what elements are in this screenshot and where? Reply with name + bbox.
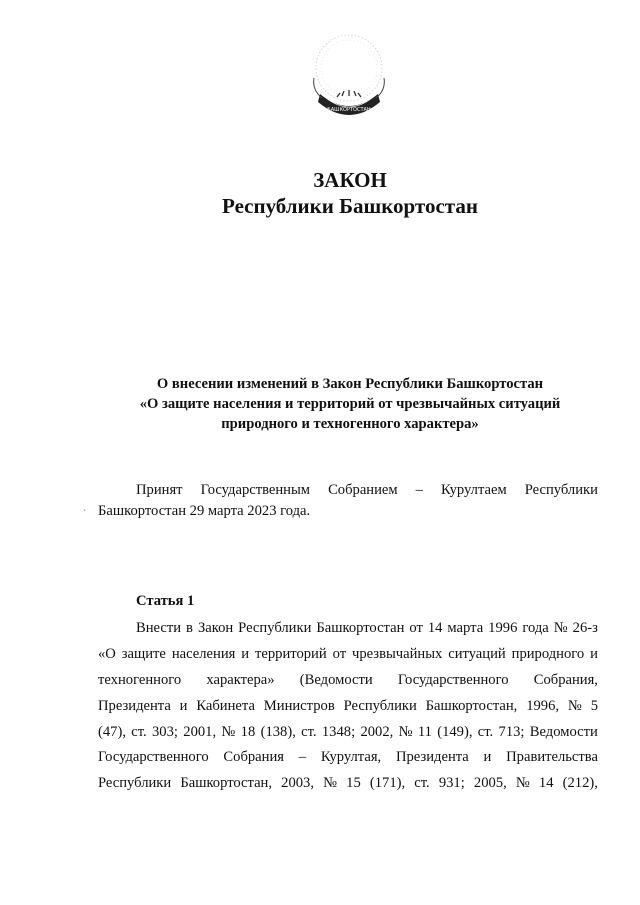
word: Собранием bbox=[328, 482, 398, 498]
word: и bbox=[241, 645, 250, 662]
word: Государственным bbox=[200, 482, 311, 498]
word: и bbox=[590, 645, 598, 662]
word: 2002, bbox=[360, 723, 394, 740]
word: (138), bbox=[260, 723, 296, 740]
word: характера» bbox=[206, 671, 275, 688]
word: Министров bbox=[263, 697, 335, 714]
word: 14 bbox=[427, 620, 443, 636]
document-title: ЗАКОН bbox=[313, 168, 387, 192]
word: Республики bbox=[343, 697, 417, 714]
word: (171), bbox=[369, 775, 406, 792]
word: 26-з bbox=[572, 620, 598, 636]
word: Закон bbox=[197, 620, 234, 636]
word: Принят bbox=[136, 482, 183, 498]
word: № bbox=[398, 723, 413, 740]
word: населения bbox=[171, 645, 236, 662]
word: ст. bbox=[131, 723, 147, 740]
word: защите bbox=[121, 645, 166, 662]
word: (Ведомости bbox=[299, 671, 373, 688]
svg-text:БАШКОРТОСТАН: БАШКОРТОСТАН bbox=[327, 107, 371, 113]
word: Собрания, bbox=[533, 671, 598, 688]
word: Правительства bbox=[506, 749, 598, 766]
article-body bbox=[98, 616, 598, 797]
republic-emblem-icon bbox=[300, 28, 398, 128]
word: Государственного bbox=[397, 671, 509, 688]
word: и bbox=[179, 697, 188, 714]
word: 2003, bbox=[281, 775, 314, 792]
word: 18 bbox=[240, 723, 256, 740]
word: № bbox=[567, 697, 582, 714]
word: Республики bbox=[238, 620, 312, 636]
word: Республики bbox=[98, 775, 172, 792]
adoption-line: Башкортостан 29 марта 2023 года. bbox=[98, 503, 311, 519]
word: и bbox=[483, 749, 492, 766]
word: в bbox=[186, 620, 193, 636]
word: 713; bbox=[498, 723, 525, 740]
word: № bbox=[515, 775, 530, 792]
word: ст. bbox=[301, 723, 317, 740]
adoption-note bbox=[98, 480, 598, 522]
word: Государственного bbox=[98, 749, 209, 766]
word: «О bbox=[98, 645, 116, 662]
article-line bbox=[98, 668, 598, 694]
word: Башкортостан bbox=[316, 620, 405, 636]
subject-line: «О защите населения и территорий от чрезвычайных ситуаций bbox=[139, 396, 561, 412]
law-subject bbox=[100, 374, 600, 434]
word: Ведомости bbox=[529, 723, 598, 740]
word: Башкортостан, bbox=[180, 775, 273, 792]
word: Башкортостан, bbox=[425, 697, 518, 714]
word: (47), bbox=[98, 723, 126, 740]
article-line bbox=[98, 694, 598, 720]
word: 14 bbox=[538, 775, 554, 792]
word: техногенного bbox=[98, 671, 182, 688]
word: 1996, bbox=[526, 697, 560, 714]
word: ситуаций bbox=[448, 645, 506, 662]
word: 2005, bbox=[473, 775, 507, 792]
word: № bbox=[553, 620, 568, 636]
word: – bbox=[298, 749, 307, 766]
word: Курултая, bbox=[320, 749, 382, 766]
adoption-line bbox=[98, 480, 598, 501]
word: 2001, bbox=[183, 723, 217, 740]
word: Президента bbox=[395, 749, 469, 766]
document-issuer: Республики Башкортостан bbox=[222, 194, 478, 218]
word: – bbox=[415, 482, 423, 498]
margin-mark: ` bbox=[83, 508, 86, 518]
word: Президента bbox=[98, 697, 171, 714]
word: Республики bbox=[524, 482, 598, 498]
word: Собрания bbox=[223, 749, 284, 766]
word: 931; bbox=[438, 775, 465, 792]
word: 1996 bbox=[488, 620, 518, 636]
word: территорий bbox=[255, 645, 327, 662]
article-line bbox=[98, 642, 598, 668]
word: № bbox=[323, 775, 338, 792]
word: природного bbox=[511, 645, 585, 662]
article-line bbox=[98, 616, 598, 642]
word: 11 bbox=[417, 723, 432, 740]
word: ст. bbox=[477, 723, 494, 740]
word: от bbox=[332, 645, 347, 662]
word: Курултаем bbox=[440, 482, 507, 498]
word: чрезвычайных bbox=[352, 645, 443, 662]
word: 303; bbox=[152, 723, 178, 740]
article-line bbox=[98, 745, 598, 771]
word: марта bbox=[447, 620, 484, 636]
word: Внести bbox=[136, 620, 182, 636]
article-line bbox=[98, 720, 598, 746]
word: Кабинета bbox=[196, 697, 255, 714]
subject-line: природного и техногенного характера» bbox=[221, 416, 479, 432]
word: № bbox=[221, 723, 236, 740]
word: (149), bbox=[437, 723, 473, 740]
word: ст. bbox=[414, 775, 430, 792]
word: 15 bbox=[346, 775, 361, 792]
word: года bbox=[522, 620, 549, 636]
article-heading: Статья 1 bbox=[136, 593, 195, 609]
word: 1348; bbox=[321, 723, 356, 740]
word: от bbox=[409, 620, 423, 636]
subject-line: О внесении изменений в Закон Республики Башкортостан bbox=[156, 376, 544, 392]
word: 5 bbox=[590, 697, 598, 714]
article-line bbox=[98, 771, 598, 797]
word: (212), bbox=[562, 775, 598, 792]
